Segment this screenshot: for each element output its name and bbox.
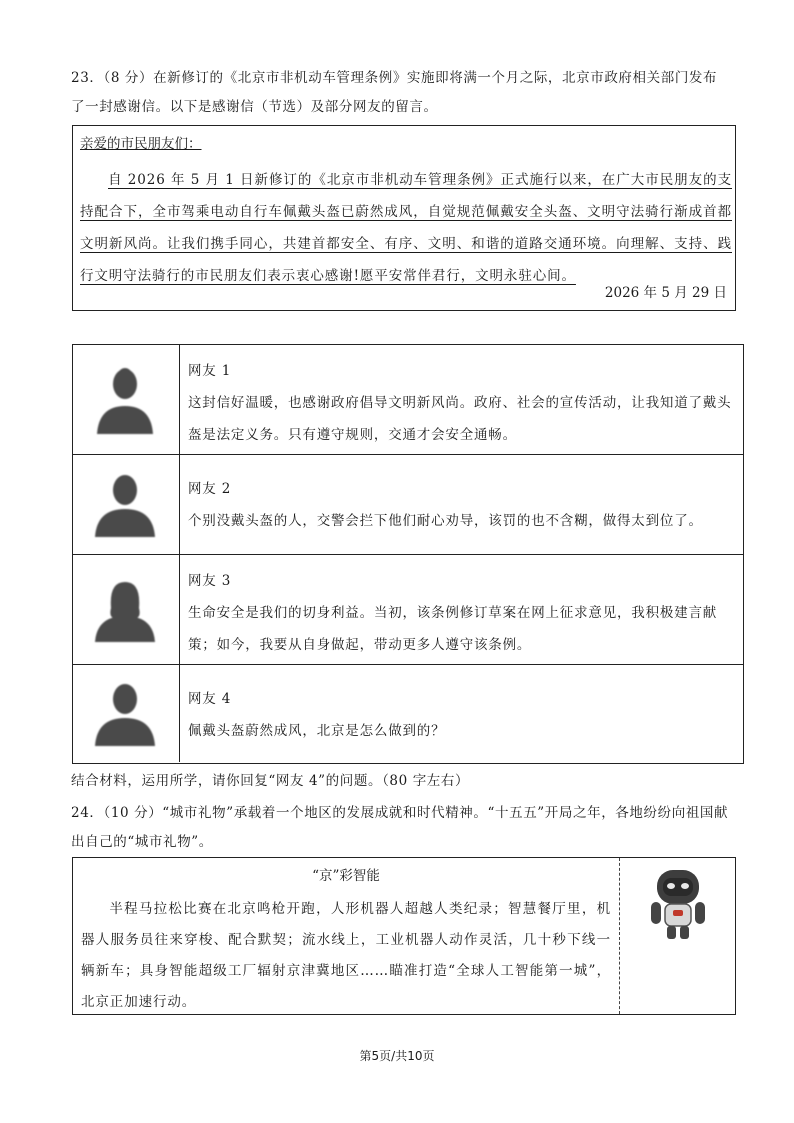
letter-date: 2026 年 5 月 29 日 — [604, 285, 727, 301]
comment-row — [73, 455, 743, 555]
q23-intro-line2: 了一封感谢信。以下是感谢信（节选）及部分网友的留言。 — [71, 99, 438, 115]
comment-row — [73, 555, 743, 665]
q23-intro-line1: 23．（8 分）在新修订的《北京市非机动车管理条例》实施即将满一个月之际，北京市政府相关部门发布 — [71, 70, 718, 86]
thank-you-letter — [72, 125, 736, 311]
comment-author: 网友 4 — [188, 691, 232, 707]
comment-row — [73, 345, 743, 455]
comment-author: 网友 3 — [188, 573, 232, 589]
q24-number: 24． — [71, 805, 104, 821]
comment-row — [73, 665, 743, 762]
comment-text: 佩戴头盔蔚然成风，北京是怎么做到的？ — [188, 723, 446, 739]
box-text: 半程马拉松比赛在北京鸣枪开跑，人形机器人超越人类纪录；智慧餐厅里，机器人服务员往来穿梭、配合默契；流水线上，工业机器人动作灵活，几十秒下线一辆新车；具身智能超级工厂辐射京津冀地区……瞄准打造“全球人工智能第一城”，北京正加速行动。 — [81, 901, 611, 1010]
box-title: “京”彩智能 — [312, 868, 380, 884]
avatar-female-icon — [73, 555, 180, 664]
comment-author: 网友 1 — [188, 363, 232, 379]
comment-text: 个别没戴头盔的人，交警会拦下他们耐心劝导，该罚的也不含糊，做得太到位了。 — [188, 513, 703, 529]
letter-body: 自 2026 年 5 月 1 日新修订的《北京市非机动车管理条例》正式施行以来，在广大市民朋友的支持配合下，全市驾乘电动自行车佩戴头盔已蔚然成风，自觉规范佩戴安全头盔、文明守法骑行渐成首都文明新风尚。让我们携手同心，共建首都安全、有序、文明、和谐的道路交通环境。向理解、支持、践行文明守法骑行的市民朋友们表示衷心感谢!愿平安常伴君行，文明永驻心间。 — [80, 172, 732, 284]
q24-intro-line1: 24．（10 分）“城市礼物”承载着一个地区的发展成就和时代精神。“十五五”开局之年，各地纷纷向祖国献 — [71, 805, 729, 821]
q23-task: 结合材料，运用所学，请你回复“网友 4”的问题。（80 字左右） — [71, 773, 470, 789]
city-gift-box — [72, 857, 736, 1015]
q23-number: 23． — [71, 70, 104, 86]
robot-image — [643, 866, 713, 945]
q24-intro-line2: 出自己的“城市礼物”。 — [71, 834, 213, 850]
comment-text: 生命安全是我们的切身利益。当初，该条例修订草案在网上征求意见，我积极建言献策；如今，我要从自身做起，带动更多人遵守该条例。 — [188, 605, 718, 653]
avatar-female-icon — [73, 345, 180, 454]
comment-text: 这封信好温暖，也感谢政府倡导文明新风尚。政府、社会的宣传活动，让我知道了戴头盔是法定义务。只有遵守规则，交通才会安全通畅。 — [188, 395, 732, 443]
avatar-male-icon — [73, 455, 180, 554]
comment-author: 网友 2 — [188, 481, 232, 497]
letter-salutation: 亲爱的市民朋友们： — [80, 136, 202, 152]
avatar-male-icon — [73, 665, 180, 762]
page-footer: 第5页/共10页 — [359, 1049, 435, 1063]
netizen-comments-table — [72, 344, 744, 764]
